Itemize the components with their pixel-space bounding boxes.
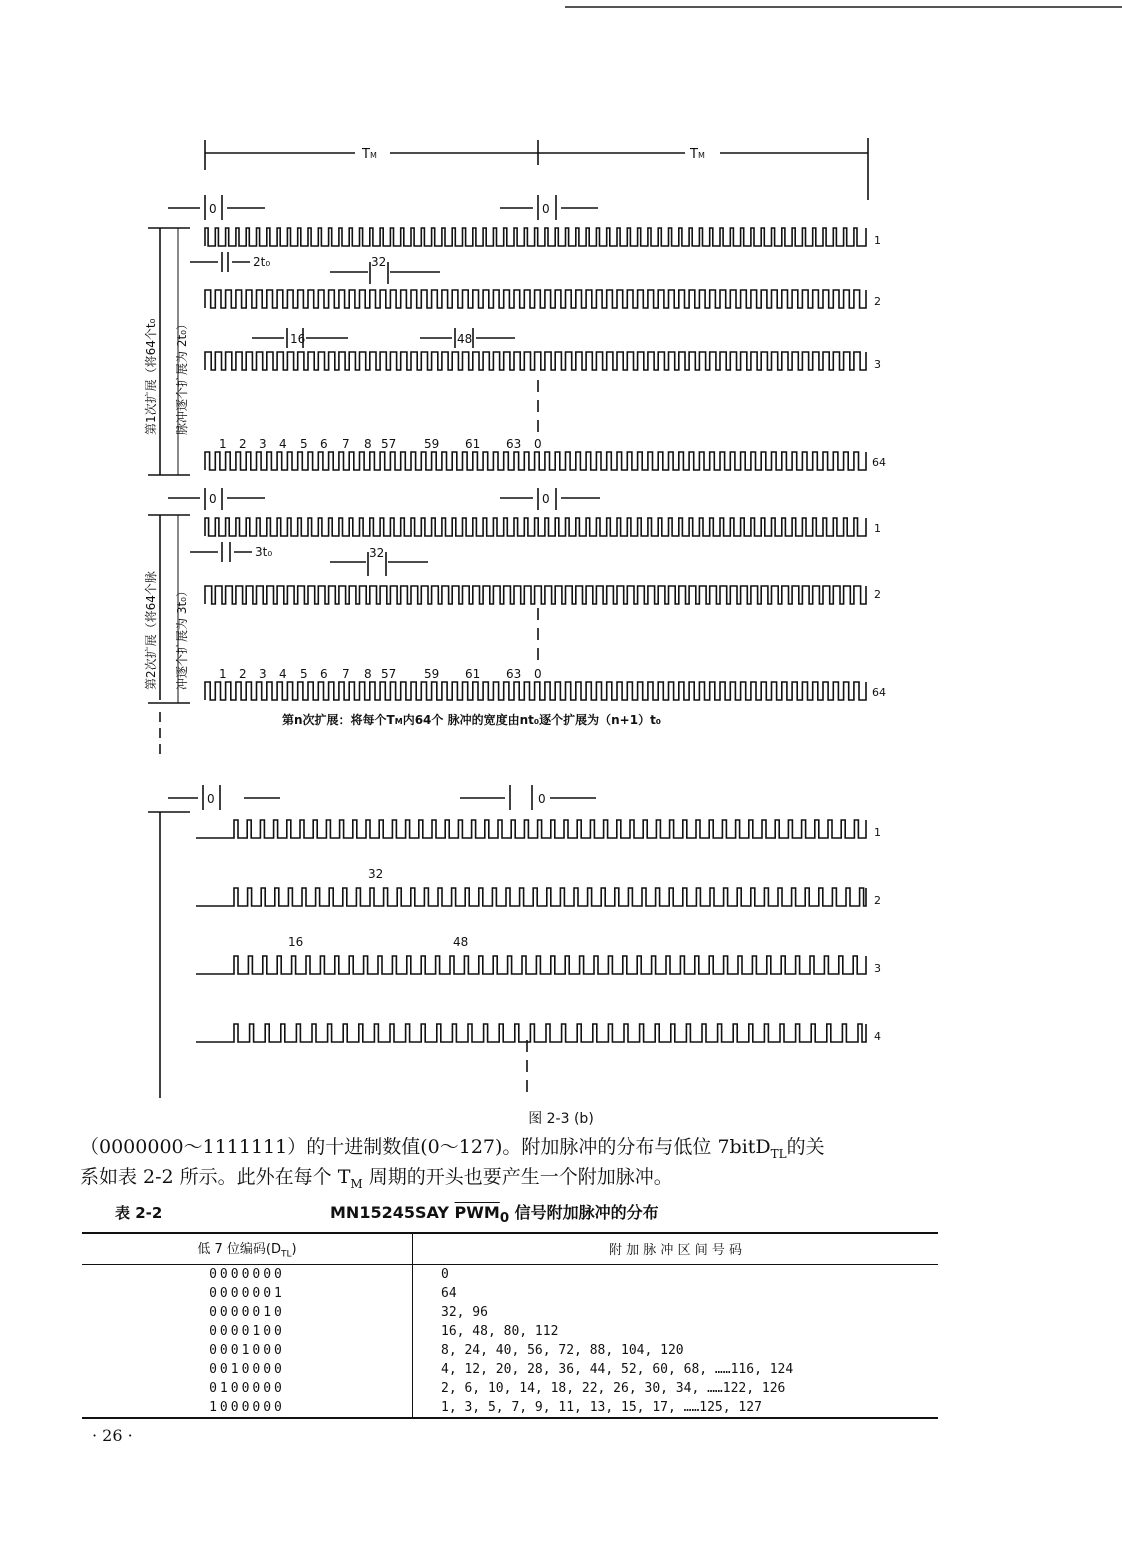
svg-text:3t₀: 3t₀ bbox=[255, 545, 273, 559]
svg-text:6: 6 bbox=[320, 437, 328, 451]
period-label-1: TM bbox=[362, 147, 377, 162]
col-header-code: 低 7 位编码$(D_{TL})$ bbox=[82, 1233, 413, 1264]
svg-text:0: 0 bbox=[534, 667, 542, 681]
row-labels bbox=[872, 234, 886, 1043]
waveforms bbox=[196, 228, 866, 1042]
waveform-e2-row-2 bbox=[205, 586, 866, 604]
svg-text:63: 63 bbox=[506, 667, 522, 681]
svg-text:8: 8 bbox=[364, 667, 372, 681]
svg-text:3: 3 bbox=[874, 962, 881, 975]
svg-text:2: 2 bbox=[874, 588, 881, 601]
svg-text:3: 3 bbox=[259, 667, 267, 681]
svg-text:5: 5 bbox=[300, 667, 308, 681]
body-paragraph-line-1: （0000000～1111111）的十进制数值(0～127)。附加脉冲的分布与低位 7bitD$_{TL}$的关 bbox=[80, 1136, 825, 1161]
waveform-e1-row-2 bbox=[205, 290, 866, 308]
bottom-marker-32: 32 bbox=[368, 867, 384, 881]
table-label: 表 2-2 bbox=[115, 1204, 163, 1222]
svg-text:16: 16 bbox=[290, 332, 306, 346]
svg-text:1: 1 bbox=[219, 437, 227, 451]
svg-text:3: 3 bbox=[259, 437, 267, 451]
index-labels-1 bbox=[219, 437, 542, 451]
period-dimension bbox=[205, 138, 868, 200]
svg-text:59: 59 bbox=[424, 437, 440, 451]
period-label-2: TM bbox=[690, 147, 705, 162]
waveform-e1-row-1 bbox=[205, 228, 866, 246]
table-row: 1000000 1, 3, 5, 7, 9, 11, 13, 15, 17, ……125, 127 bbox=[82, 1398, 938, 1418]
svg-text:6: 6 bbox=[320, 667, 328, 681]
expansion1-side-label-a: 第1次扩展（将64个t₀ bbox=[144, 318, 158, 435]
svg-text:0: 0 bbox=[209, 492, 217, 506]
waveform-e2-row-64 bbox=[205, 682, 866, 700]
svg-text:0: 0 bbox=[542, 202, 550, 216]
svg-text:57: 57 bbox=[381, 667, 397, 681]
waveform-e1-row-64 bbox=[205, 452, 866, 470]
svg-text:32: 32 bbox=[369, 546, 385, 560]
svg-text:2: 2 bbox=[239, 667, 247, 681]
table-row: 0010000 4, 12, 20, 28, 36, 44, 52, 60, 68, ……116, 124 bbox=[82, 1360, 938, 1379]
body-paragraph-line-2: 系如表 2-2 所示。此外在每个 $T_M$ 周期的开头也要产生一个附加脉冲。 bbox=[80, 1166, 673, 1191]
svg-text:57: 57 bbox=[381, 437, 397, 451]
svg-text:61: 61 bbox=[465, 437, 481, 451]
svg-text:0: 0 bbox=[209, 202, 217, 216]
svg-text:4: 4 bbox=[874, 1030, 881, 1043]
svg-text:3: 3 bbox=[874, 358, 881, 371]
svg-text:1: 1 bbox=[874, 522, 881, 535]
svg-text:5: 5 bbox=[300, 437, 308, 451]
col-header-pulses: 附 加 脉 冲 区 间 号 码 bbox=[413, 1233, 939, 1264]
svg-text:0: 0 bbox=[207, 792, 215, 806]
svg-text:4: 4 bbox=[279, 667, 287, 681]
waveform-n-row-4 bbox=[196, 1024, 866, 1042]
nth-expansion-note: 第n次扩展：将每个TM内64个 脉冲的宽度由nt₀逐个扩展为（n+1）t₀ bbox=[282, 713, 662, 727]
svg-text:32: 32 bbox=[371, 255, 387, 269]
svg-text:61: 61 bbox=[465, 667, 481, 681]
waveform-e1-row-3 bbox=[205, 352, 866, 370]
svg-text:7: 7 bbox=[342, 437, 350, 451]
index-labels-2 bbox=[219, 667, 542, 681]
expansion1-side-label-b: 脉冲逐个扩展为 2t₀） bbox=[175, 318, 189, 435]
svg-text:64: 64 bbox=[872, 456, 886, 469]
table-row: 0100000 2, 6, 10, 14, 18, 22, 26, 30, 34, ……122, 126 bbox=[82, 1379, 938, 1398]
table-row: 0000000 0 bbox=[82, 1264, 938, 1284]
svg-text:2: 2 bbox=[239, 437, 247, 451]
svg-text:8: 8 bbox=[364, 437, 372, 451]
svg-text:48: 48 bbox=[457, 332, 473, 346]
expansion2-side-label-b: 冲逐个扩展为 3t₀） bbox=[175, 585, 189, 690]
svg-text:1: 1 bbox=[874, 234, 881, 247]
table-title: MN15245SAY $\overline{PWM}_0$ 信号附加脉冲的分布 bbox=[330, 1203, 659, 1227]
svg-text:64: 64 bbox=[872, 686, 886, 699]
table-row: 0001000 8, 24, 40, 56, 72, 88, 104, 120 bbox=[82, 1341, 938, 1360]
svg-text:2: 2 bbox=[874, 894, 881, 907]
svg-text:2: 2 bbox=[874, 295, 881, 308]
svg-text:59: 59 bbox=[424, 667, 440, 681]
waveform-n-row-2 bbox=[196, 888, 866, 906]
expansion2-side-label-a: 第2次扩展（将64个脉 bbox=[144, 571, 158, 690]
svg-text:0: 0 bbox=[534, 437, 542, 451]
waveform-e2-row-1 bbox=[205, 518, 866, 536]
table-row: 0000010 32, 96 bbox=[82, 1303, 938, 1322]
svg-text:63: 63 bbox=[506, 437, 522, 451]
table-row: 0000100 16, 48, 80, 112 bbox=[82, 1322, 938, 1341]
bottom-marker-16: 16 bbox=[288, 935, 304, 949]
pulse-distribution-table bbox=[82, 1232, 938, 1419]
svg-text:7: 7 bbox=[342, 667, 350, 681]
svg-text:0: 0 bbox=[538, 792, 546, 806]
bottom-marker-48: 48 bbox=[453, 935, 469, 949]
waveform-n-row-3 bbox=[196, 956, 866, 974]
table-row: 0000001 64 bbox=[82, 1284, 938, 1303]
svg-text:1: 1 bbox=[219, 667, 227, 681]
svg-text:4: 4 bbox=[279, 437, 287, 451]
svg-text:2t₀: 2t₀ bbox=[253, 255, 271, 269]
figure-caption: 图 2-3 (b) bbox=[528, 1111, 594, 1127]
svg-text:0: 0 bbox=[542, 492, 550, 506]
page-number: · 26 · bbox=[92, 1426, 133, 1445]
svg-text:1: 1 bbox=[874, 826, 881, 839]
waveform-n-row-1 bbox=[196, 820, 866, 838]
